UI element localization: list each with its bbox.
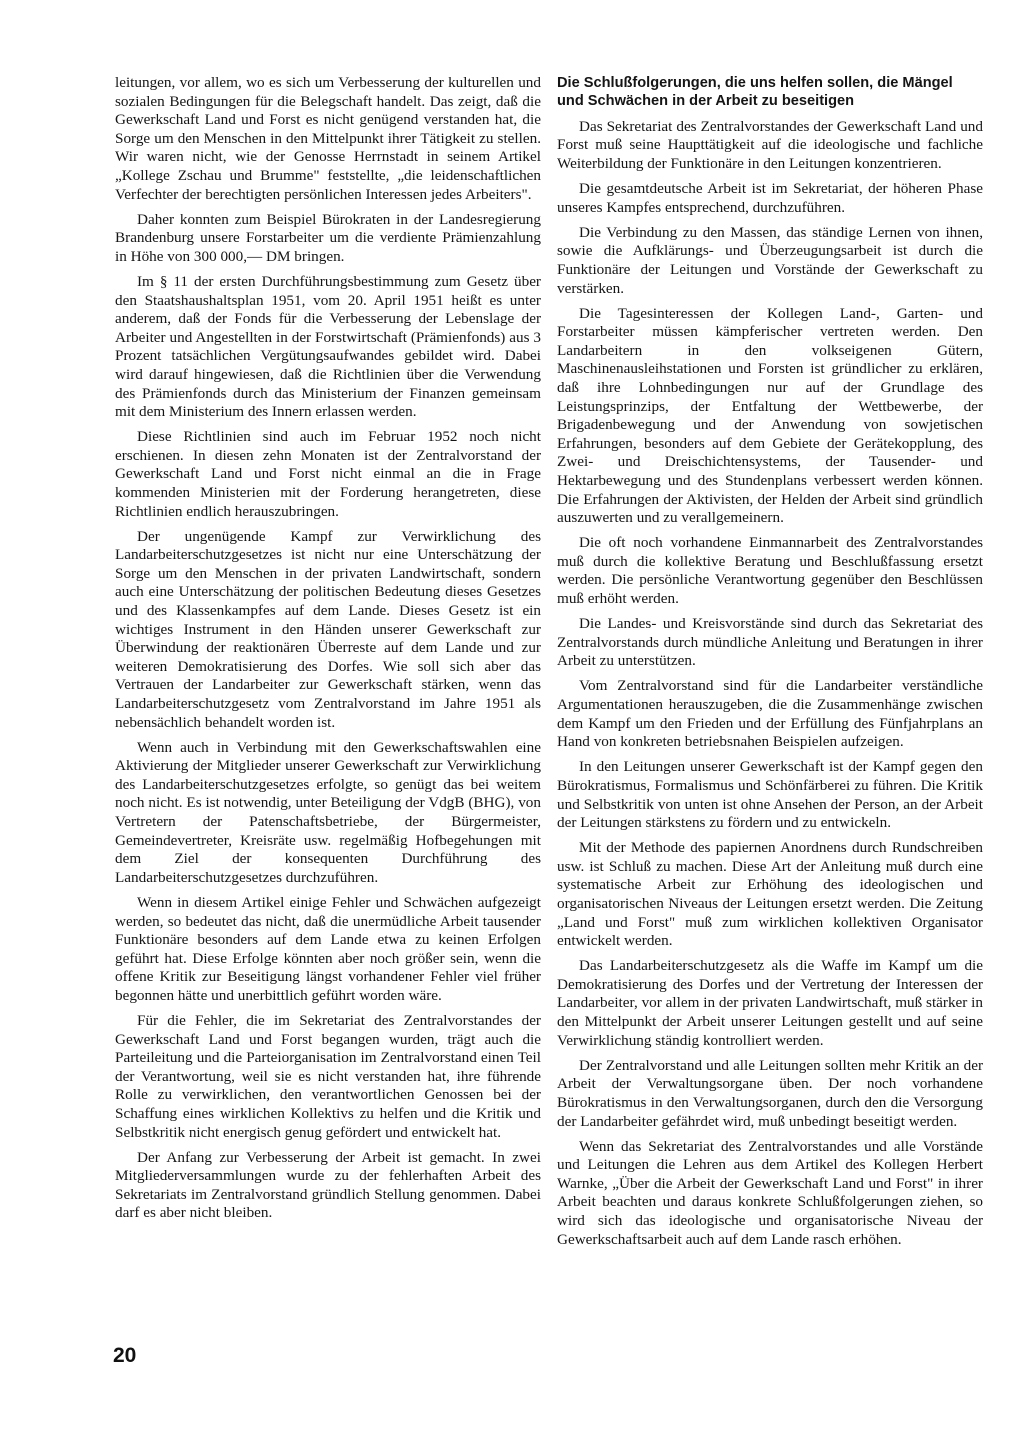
paragraph: Daher konnten zum Beispiel Bürokraten in der Landesregierung Brandenburg unsere Forstarbeiter um die verdiente Prämienzahlung in Höhe von 300 000,— DM bringen.: [115, 210, 541, 265]
left-text-column: [115, 74, 541, 1230]
paragraph: Für die Fehler, die im Sekretariat des Zentralvorstandes der Gewerkschaft Land und Forst begangen wurden, trägt auch die Parteileitung und die Parteiorganisation im Zentralvorstand einen Teil der Verantwortung, weil sie es nicht verstanden hat, ihre führende Rolle zu verwirklichen, den verantwortlichen Genossen bei der Schaffung eines wirklichen Kollektivs zu helfen und die Kritik und Selbstkritik nicht energisch genug gefördert und entwickelt hat.: [115, 1012, 541, 1141]
paragraph: Die gesamtdeutsche Arbeit ist im Sekretariat, der höheren Phase unseres Kampfes entsprechend, durchzuführen.: [557, 180, 983, 216]
paragraph: Der Zentralvorstand und alle Leitungen sollten mehr Kritik an der Arbeit der Verwaltungsorgane üben. Der noch vorhandene Bürokratismus in den Verwaltungsorganen, durch den die Versorgung der Landarbeiter gefährdet wird, muß unbedingt beseitigt werden.: [557, 1056, 983, 1130]
paragraph: Die Verbindung zu den Massen, das ständige Lernen von ihnen, sowie die Aufklärungs- und Überzeugungsarbeit ist durch die Funktionäre der Leitungen und Vorstände der Gewerkschaft zu verstärken.: [557, 223, 983, 297]
paragraph: Wenn auch in Verbindung mit den Gewerkschaftswahlen eine Aktivierung der Mitglieder unserer Gewerkschaft zur Verwirklichung des Landarbeiterschutzgesetzes erfolgte, so genügt das bei weitem noch nicht. Es ist notwendig, unter Beteiligung der VdgB (BHG), von Vertretern der Patenschaftsbetriebe, der Bürgermeister, Gemeindevertreter, Kreisräte usw. regelmäßig Hofbegehungen mit dem Ziel der konsequenten Durchführung des Landarbeiterschutzgesetzes durchzuführen.: [115, 738, 541, 886]
paragraph: Das Landarbeiterschutzgesetz als die Waffe im Kampf um die Demokratisierung des Dorfes und der Vertretung der Interessen der Landarbeiter, vor allem in der privaten Landwirtschaft, muß stärker in den Mittelpunkt der Arbeit unserer Leitungen gestellt und auf seine Verwirklichung ständig kontrolliert werden.: [557, 957, 983, 1049]
paragraph: Die Tagesinteressen der Kollegen Land-, Garten- und Forstarbeiter müssen kämpferischer vertreten werden. Den Landarbeitern in den volkseigenen Gütern, Maschinenausleihstationen und Forsten ist gründlicher zu erklären, daß ihre Lohnbedingungen nur auf der Grundlage des Leistungsprinzips, der Entfaltung der Wettbewerbe, der Brigadenbewegung und der Anwendung von sowjetischen Erfahrungen, besonders auf dem Gebiete der Gerätekopplung, des Zwei- und Dreischichtensystems, der Tausender- und Hektarbewegung und des Stundenplans verbessert werden können. Die Erfahrungen der Aktivisten, der Helden der Arbeit sind gründlich auszuwerten und zu verallgemeinern.: [557, 304, 983, 527]
paragraph: Die oft noch vorhandene Einmannarbeit des Zentralvorstandes muß durch die kollektive Beratung und Beschlußfassung ersetzt werden. Die persönliche Verantwortung gegenüber den Beschlüssen muß erhöht werden.: [557, 534, 983, 608]
paragraph: Wenn das Sekretariat des Zentralvorstandes und alle Vorstände und Leitungen die Lehren aus dem Artikel des Kollegen Herbert Warnke, „Über die Arbeit der Gewerkschaft Land und Forst" in ihrer Arbeit beachten und daraus konkrete Schlußfolgerungen ziehen, so wird sich das ideologische und organisatorische Niveau der Gewerkschaftsarbeit auch auf dem Lande rasch erhöhen.: [557, 1137, 983, 1248]
right-text-column: [557, 74, 983, 1256]
paragraph: Mit der Methode des papiernen Anordnens durch Rundschreiben usw. ist Schluß zu machen. Diese Art der Anleitung muß durch eine systematische Arbeit zur Erhöhung des ideologischen und organisatorischen Niveaus der Leitungen ersetzt werden. Die Zeitung „Land und Forst" muß zum wirklichen kollektiven Organisator entwickelt werden.: [557, 839, 983, 950]
paragraph: Die Landes- und Kreisvorstände sind durch das Sekretariat des Zentralvorstands durch mündliche Anleitung und Beratungen in ihrer Arbeit zu unterstützen.: [557, 615, 983, 670]
paragraph: Im § 11 der ersten Durchführungsbestimmung zum Gesetz über den Staatshaushaltsplan 1951, vom 20. April 1951 heißt es unter anderem, daß der Fonds für die Verbesserung der Lebenslage der Arbeiter und Angestellten in der Forstwirtschaft (Prämienfonds) aus 3 Prozent tatsächlichen Vergütungsaufwandes gebildet wird. Dabei wird darauf hingewiesen, daß die Richtlinien über die Verwendung des Prämienfonds durch das Ministerium der Finanzen gemeinsam mit dem Ministerium des Innern erlassen werden.: [115, 272, 541, 421]
page-number: 20: [113, 1344, 137, 1367]
paragraph: Der ungenügende Kampf zur Verwirklichung des Landarbeiterschutzgesetzes ist nicht nur eine Unterschätzung der Sorge um den Menschen in der privaten Landwirtschaft, sondern auch eine Unterschätzung der politischen Bedeutung dieses Gesetzes und des Klassenkampfes auf dem Lande. Dieses Gesetz ist ein wichtiges Instrument in den Händen unserer Gewerkschaft zur Überwindung der reaktionären Überreste auf dem Lande und zur weiteren Demokratisierung des Dorfes. Wie soll sich aber das Vertrauen der Landarbeiter zur Gewerkschaft stärken, wenn das Landarbeiterschutzgesetz vom Zentralvorstand im Jahre 1951 als nebensächlich behandelt worden ist.: [115, 527, 541, 731]
paragraph: Vom Zentralvorstand sind für die Landarbeiter verständliche Argumentationen herauszugeben, die die Zusammenhänge zwischen dem Kampf um den Frieden und der Erfüllung des Fünfjahrplans an Hand von konkreten betriebsnahen Beispielen aufzeigen.: [557, 677, 983, 751]
paragraph: leitungen, vor allem, wo es sich um Verbesserung der kulturellen und sozialen Bedingungen für die Belegschaft handelt. Das zeigt, daß die Gewerkschaft Land und Forst es nicht genügend verstanden hat, die Sorge um den Menschen in den Mittelpunkt ihrer Tätigkeit zu stellen. Wir waren nicht, wie der Genosse Herrnstadt in seinem Artikel „Kollege Zschau und Brumme" feststellte, „die leidenschaftlichen Verfechter der berechtigten persönlichen Interessen jedes Arbeiters".: [115, 74, 541, 203]
paragraph: Der Anfang zur Verbesserung der Arbeit ist gemacht. In zwei Mitgliederversammlungen wurde zu der fehlerhaften Arbeit des Sekretariats im Zentralvorstand gründlich Stellung genommen. Dabei darf es aber nicht bleiben.: [115, 1148, 541, 1222]
paragraph: Das Sekretariat des Zentralvorstandes der Gewerkschaft Land und Forst muß seine Haupttätigkeit auf die ideologische und fachliche Weiterbildung der Funktionäre in den Leitungen konzentrieren.: [557, 117, 983, 172]
paragraph: Diese Richtlinien sind auch im Februar 1952 noch nicht erschienen. In diesen zehn Monaten ist der Zentralvorstand der Gewerkschaft Land und Forst nicht einmal an die in Frage kommenden Ministerien mit der Forderung herangetreten, diese Richtlinien endlich herauszubringen.: [115, 428, 541, 520]
paragraph: In den Leitungen unserer Gewerkschaft ist der Kampf gegen den Bürokratismus, Formalismus und Schönfärberei zu führen. Die Kritik und Selbstkritik von unten ist ohne Ansehen der Person, an der Arbeit der Leitungen stärkstens zu fördern und zu entwickeln.: [557, 758, 983, 832]
paragraph: Wenn in diesem Artikel einige Fehler und Schwächen aufgezeigt werden, so bedeutet das nicht, daß die unermüdliche Arbeit tausender Funktionäre besonders auf dem Lande etwa zu keinen Erfolgen geführt hat. Diese Erfolge könnten aber noch größer sein, wenn die offene Kritik zur Beseitigung längst vorhandener Fehler viel früher begonnen hätte und unerbittlich geführt worden wäre.: [115, 893, 541, 1004]
section-heading: Die Schlußfolgerungen, die uns helfen sollen, die Mängel und Schwächen in der Arbeit zu beseitigen: [557, 75, 953, 110]
